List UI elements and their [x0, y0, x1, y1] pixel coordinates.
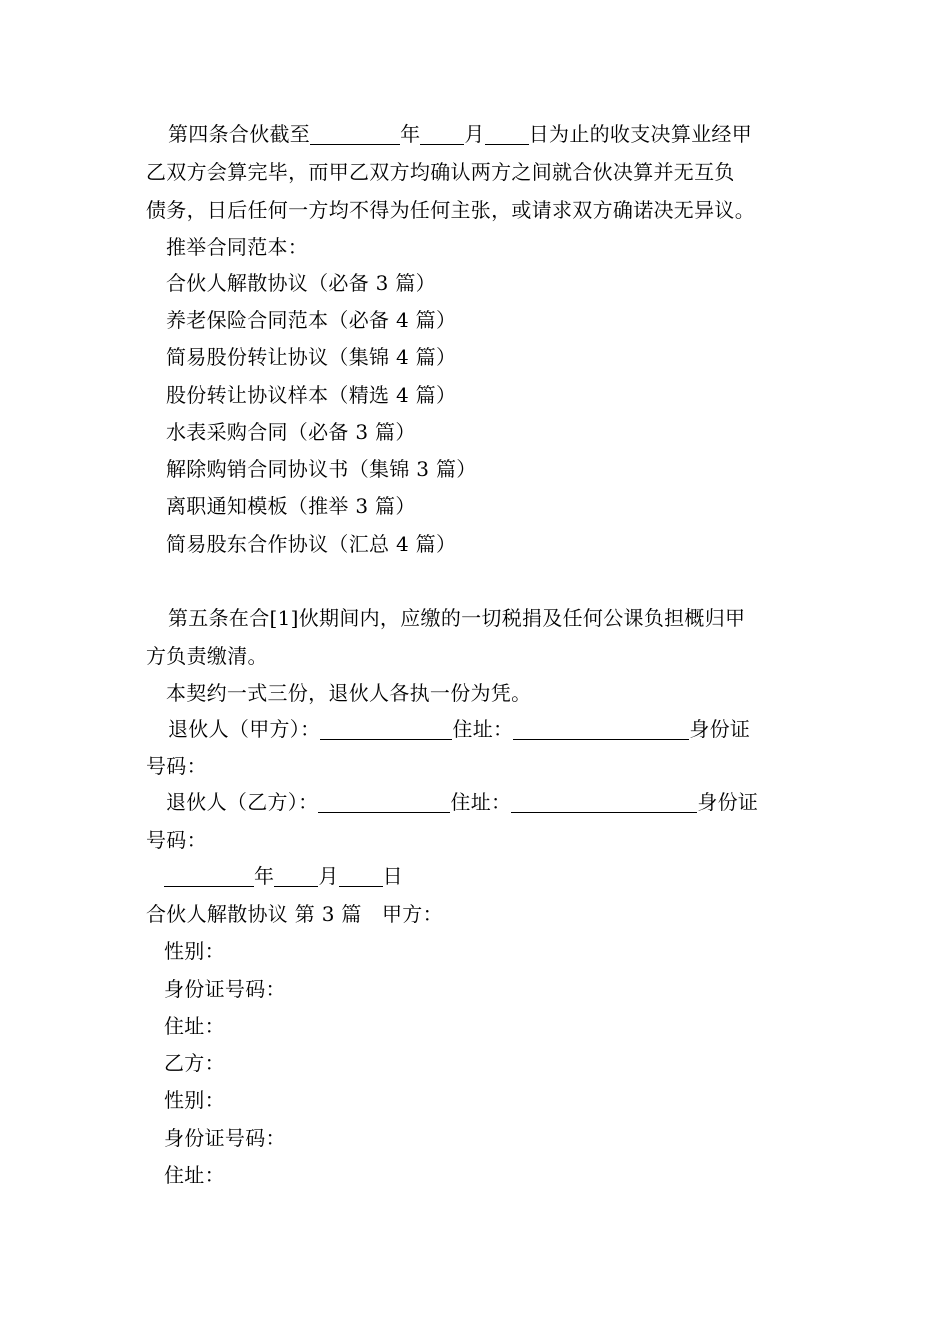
date-month-blank[interactable]	[274, 866, 318, 887]
party-a-row	[168, 714, 848, 744]
month-label: 月	[464, 122, 485, 146]
year-blank	[310, 124, 400, 145]
part3-field: 住址：	[164, 1163, 225, 1187]
party-b-name-blank[interactable]	[318, 792, 450, 813]
id-label: 身份证	[697, 790, 759, 814]
recommend-item[interactable]: 合伙人解散协议（必备 3 篇）	[166, 271, 436, 295]
article5-line2: 方负责缴清。	[146, 644, 268, 668]
day-blank	[485, 124, 529, 145]
date-day-blank[interactable]	[339, 866, 383, 887]
id-label: 身份证	[689, 717, 751, 741]
article4-line2: 乙双方会算完毕，而甲乙双方均确认两方之间就合伙决算并无互负	[146, 160, 735, 184]
recommend-item[interactable]: 简易股东合作协议（汇总 4 篇）	[166, 532, 457, 556]
article4-line1	[168, 119, 848, 149]
part3-field: 乙方：	[164, 1051, 225, 1075]
article4-line3: 债务，日后任何一方均不得为任何主张，或请求双方确诺决无异议。	[146, 198, 755, 222]
recommend-item[interactable]: 简易股份转让协议（集锦 4 篇）	[166, 345, 457, 369]
date-year-blank[interactable]	[164, 866, 254, 887]
recommend-heading: 推举合同范本：	[166, 235, 309, 259]
part3-field: 住址：	[164, 1014, 225, 1038]
part3-field: 身份证号码：	[164, 977, 286, 1001]
party-b-label: 退伙人（乙方）：	[166, 790, 319, 814]
id-label-continued: 号码：	[146, 828, 207, 852]
address-label: 住址：	[450, 790, 512, 814]
copies-statement: 本契约一式三份，退伙人各执一份为凭。	[166, 681, 532, 705]
id-label-continued: 号码：	[146, 754, 207, 778]
party-b-address-blank[interactable]	[511, 792, 697, 813]
date-year-label: 年	[254, 864, 275, 888]
part3-field: 性别：	[164, 1088, 225, 1112]
party-a-label: 退伙人（甲方）：	[168, 717, 321, 741]
date-day-label: 日	[382, 864, 403, 888]
recommend-item[interactable]: 离职通知模板（推举 3 篇）	[166, 494, 416, 518]
part3-title: 合伙人解散协议 第 3 篇 甲方：	[146, 902, 443, 926]
year-label: 年	[400, 122, 421, 146]
date-month-label: 月	[318, 864, 339, 888]
part3-field: 性别：	[164, 939, 225, 963]
recommend-item[interactable]: 解除购销合同协议书（集锦 3 篇）	[166, 457, 477, 481]
article5-line1: 第五条在合[1]伙期间内，应缴的一切税捐及任何公课负担概归甲	[168, 606, 746, 630]
part3-field: 身份证号码：	[164, 1126, 286, 1150]
recommend-item[interactable]: 水表采购合同（必备 3 篇）	[166, 420, 416, 444]
party-a-address-blank[interactable]	[513, 719, 689, 740]
party-a-name-blank[interactable]	[320, 719, 452, 740]
recommend-item[interactable]: 养老保险合同范本（必备 4 篇）	[166, 308, 457, 332]
recommend-item[interactable]: 股份转让协议样本（精选 4 篇）	[166, 383, 457, 407]
month-blank	[420, 124, 464, 145]
date-row	[164, 861, 844, 891]
article4-text-start: 第四条合伙截至	[168, 122, 311, 146]
party-b-row	[166, 787, 846, 817]
article4-text-end: 日为止的收支决算业经甲	[528, 122, 753, 146]
address-label: 住址：	[452, 717, 514, 741]
